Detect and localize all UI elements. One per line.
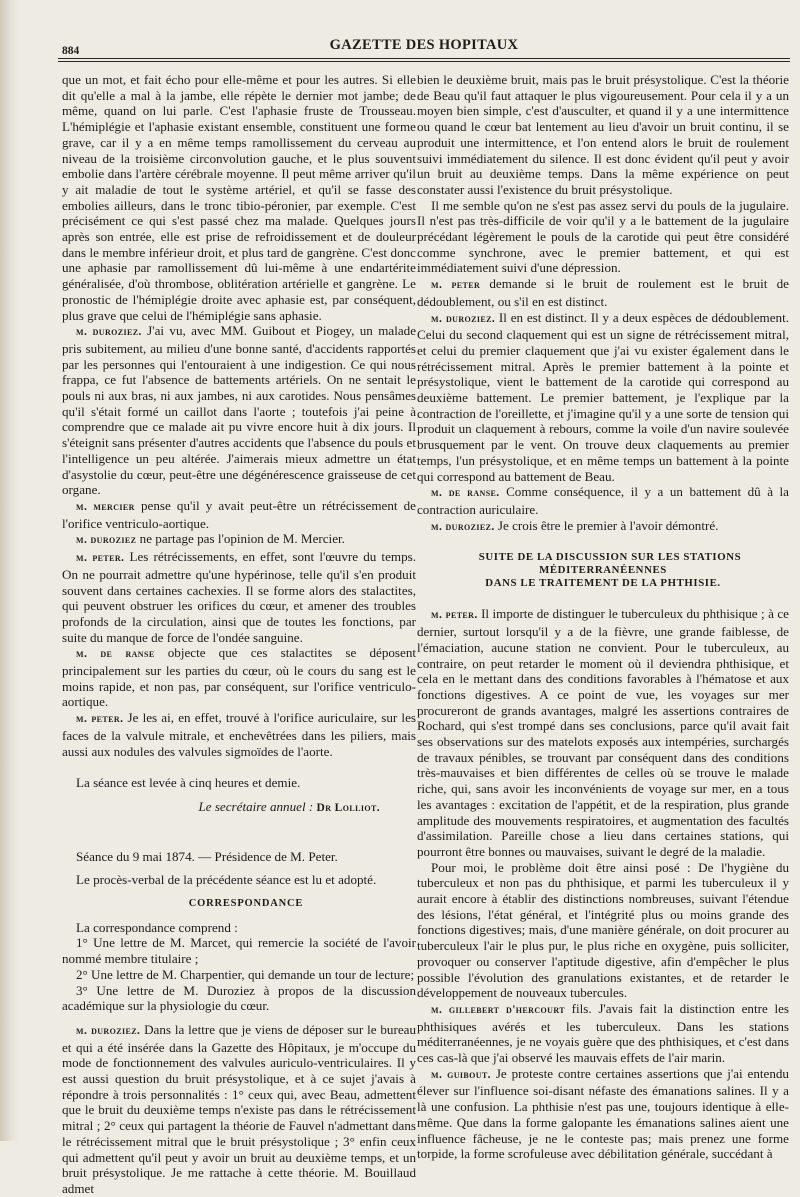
correspondence-heading: CORRESPONDANCE bbox=[188, 898, 304, 910]
speaker-name: m. duroziez. bbox=[76, 1024, 141, 1037]
paragraph-text: Il en est distinct. Il y a deux espèces de dédoublement. Celui du second claquement qui est un signe de rétrécissement mitral, et celui du premier claquement que j'ai vu exister également dans le rétrécissement mitral. Après le premier battement à la pointe et présystolique, vient le battement de la carotide qui correspond au deuxième battement. Le premier battement, je l'explique par la contraction de l'oreillette, et j'imagine qu'il y a une sorte de tension qui produit un claquement à rebours, comme la voile d'un navire soulevée brusquement par le vent. On trouve deux claquements au premier temps, l'un présystolique, et en même temps un battement à la pointe qui correspond au battement de Beau. bbox=[417, 309, 789, 484]
list-item: 3° Une lettre de M. Duroziez à propos de la discussion académique sur la physiologie du cœur. bbox=[62, 982, 416, 1014]
paragraph bbox=[417, 310, 789, 485]
paragraph-text: Je crois être le premier à l'avoir démontré. bbox=[494, 517, 719, 533]
paragraph-text: Les rétrécissements, en effet, sont l'œuvre du temps. On ne pourrait admettre qu'une hypérinose, telle qu'il s'en produit souvent dans certaines cachexies. Il se forme alors des stalactites, qui peuvent obstruer les orifices du cœur, et amener des troubles profonds de la circulation, ainsi que de toutes les fonctions, par suite du manque de force de l'ondée sanguine. bbox=[62, 549, 416, 645]
paragraph-text: objecte que ces stalactites se déposent principalement sur les parties du cœur, où le cours du sang est le moins rapide, et non pas, par conséquent, sur l'orifice ventriculo-aortique. bbox=[62, 645, 416, 710]
signature-name: Dr Lolliot. bbox=[316, 801, 380, 814]
left-column bbox=[62, 72, 416, 1197]
paragraph bbox=[62, 549, 416, 645]
paragraph-text: ne partage pas l'opinion de M. Mercier. bbox=[136, 531, 345, 547]
header-rule bbox=[58, 58, 790, 59]
paragraph: que un mot, et fait écho pour elle-même et pour les autres. Si elle dit qu'elle a mal à la jambe, elle répète le dernier mot jambe; de même, quand on lui parle. C'est l'aphasie fruste de Trousseau. L'hémiplégie et l'aphasie existant ensemble, constituent une forme grave, car il y a en même temps ramollissement du cerveau au niveau de la troisième circonvolution gauche, et le plus souvent embolie dans l'artère cérébrale moyenne. Il peut même arriver qu'il y ait maladie de tout le système artériel, et qu'il se fasse des embolies ailleurs, dans le tronc tibio-péronier, par exemple. C'est précisément ce qui s'est passé chez ma malade. Quelques jours après son entrée, elle est prise de refroidissement et de douleur dans le membre inférieur droit, et plus tard de gangrène. C'est donc une aphasie par ramollissement dû lui-même à une endartérite généralisée, d'où thrombose, oblitération artérielle et gangrène. Le pronostic de l'hémiplégie droite avec aphasie est, par conséquent, plus grave que celui de l'hémiplégie sans aphasie. bbox=[62, 72, 416, 323]
paragraph: La correspondance comprend : bbox=[76, 919, 238, 935]
signature-label: Le secrétaire annuel : bbox=[198, 798, 317, 814]
paragraph bbox=[417, 1066, 789, 1162]
speaker-name: m. duroziez. bbox=[76, 326, 142, 339]
page-binding-edge bbox=[0, 0, 18, 1141]
speaker-name: m. duroziez. bbox=[431, 520, 495, 533]
paragraph-text: Je proteste contre certaines assertions que j'ai entendu élever sur l'influence soi-disant néfaste des émanations salines. Il y a là une confusion. La phthisie n'est pas une, toujours identique à elle-même. Que dans la forme galopante les émanations salines aient une influence fâcheuse, je ne le conteste pas; mais prenez une forme torpide, la forme scrofuleuse avec débilitation générale, succédant à bbox=[417, 1065, 789, 1162]
speaker-name: m. peter. bbox=[431, 609, 478, 622]
paragraph bbox=[62, 645, 416, 710]
section-title-line: DANS LE TRAITEMENT DE LA PHTHISIE. bbox=[485, 577, 721, 590]
section-title bbox=[417, 551, 789, 590]
speaker-name: m. de ranse bbox=[76, 648, 155, 661]
closing-line: La séance est levée à cinq heures et demie. bbox=[76, 775, 301, 791]
signature bbox=[62, 799, 416, 817]
paragraph-text: Comme conséquence, il y a un battement dû à la contraction auriculaire. bbox=[417, 484, 789, 517]
paragraph: Le procès-verbal de la précédente séance est lu et adopté. bbox=[76, 872, 377, 888]
paragraph bbox=[62, 498, 416, 531]
paragraph bbox=[62, 323, 416, 498]
right-column bbox=[417, 72, 789, 1162]
paragraph-text: J'ai vu, avec MM. Guibout et Piogey, un malade pris subitement, au milieu d'une bonne santé, d'accidents rapportés par les personnes qui l'entouraient à une indigestion. Ce qui nous frappa, ce fut l'absence de battements artériels. On ne sentait le pouls ni aux bras, ni aux jambes, ni aux carotides. Nous pensâmes qu'il s'était formé un caillot dans l'aorte ; toutefois j'ai peine à comprendre que ce malade ait pu vivre encore huit à dix jours. Il s'éteignit sans présenter d'autres accidents que l'absence du pouls et l'intelligence un peu altérée. J'aimerais mieux admettre un état d'asystolie du cœur, peut-être une dégénérescence graisseuse de cet organe. bbox=[62, 323, 416, 498]
paragraph: Il me semble qu'on ne s'est pas assez servi du pouls de la jugulaire. Il n'est pas très-difficile de voir qu'il y a le battement de la jugulaire précédant légèrement le pouls de la carotide qui peut être considéré comme synchrone, avec le premier battement, et qui est immédiatement suivi d'une dépression. bbox=[417, 197, 789, 276]
paragraph-text: Il importe de distinguer le tuberculeux du phthisique ; à ce dernier, surtout lorsqu'il y a de la fièvre, une grande faiblesse, de l'émaciation, aucune station ne convient. Pour le tuberculeux, au contraire, on peut retarder le moment où il deviendra phthisique, et cela en le mettant dans des conditions favorables à l'hématose et aux fonctions digestives. A ce point de vue, les voyages sur mer procureront de grands avantages, malgré les assertions contraires de Rochard, qui s'est trompé dans ses conclusions, parce qu'il avait fait ses observations sur des matelots exposés aux intempéries, surchargés de travaux pénibles, se trouvant par conséquent dans des conditions très-mauvaises et bien différentes de celles où se trouve le malade riche, qui, sans avoir les inconvénients de voyage sur mer, en a tous les avantages : excitation de l'appétit, et de la respiration, plus grande amplitude des mouvements respiratoires, et augmentation des facultés d'assimilation. Pareille chose a lieu dans certaines stations, qui pourront être bonnes ou mauvaises, suivant le degré de la maladie. bbox=[417, 606, 789, 859]
paragraph-text: Je les ai, en effet, trouvé à l'orifice auriculaire, sur les faces de la valvule mitrale, et enchevêtrées dans les piliers, mais aussi aux nodules des valvules sigmoïdes de l'aorte. bbox=[62, 710, 416, 759]
speaker-name: m. peter. bbox=[76, 552, 125, 565]
paragraph bbox=[417, 276, 789, 309]
paragraph bbox=[417, 518, 789, 536]
paragraph-text: pense qu'il y avait peut-être un rétrécissement de l'orifice ventriculo-aortique. bbox=[62, 497, 416, 531]
paragraph bbox=[62, 710, 416, 759]
paragraph bbox=[417, 1001, 789, 1066]
running-head: GAZETTE DES HOPITAUX bbox=[329, 37, 519, 53]
list-item: 1° Une lettre de M. Marcet, qui remercie la société de l'avoir nommé membre titulaire ; bbox=[62, 935, 416, 967]
paragraph bbox=[62, 531, 416, 549]
session-heading: Séance du 9 mai 1874. — Présidence de M. Peter. bbox=[76, 848, 338, 864]
paragraph bbox=[417, 484, 789, 517]
speaker-name: m. peter bbox=[431, 279, 481, 292]
speaker-name: m. de ranse. bbox=[431, 487, 500, 500]
speaker-name: m. peter. bbox=[76, 713, 124, 726]
speaker-name: m. gillebert d'hercourt bbox=[431, 1003, 565, 1016]
speaker-name: m. duroziez bbox=[76, 534, 137, 547]
paragraph-text: demande si le bruit de roulement est le bruit de dédoublement, ou s'il en est distinct. bbox=[417, 276, 789, 309]
paragraph-text: fils. J'avais fait la distinction entre les phthisiques avérés et les tuberculeux. Dans les stations méditerranéennes, je ne voyais guère que des phthisiques, et c'est dans ces cas-là que j'ai observé les mauvais effets de l'air marin. bbox=[417, 1000, 789, 1066]
paragraph: bien le deuxième bruit, mais pas le bruit présystolique. C'est la théorie de Beau qu'il faut attaquer le plus vigoureusement. Pour cela il y a un moyen bien simple, c'est d'ausculter, et quand il y a une intermittence ou quand le cœur bat lentement au lieu d'avoir un bruit continu, il se produit une intermittence, et l'on entend alors le bruit de roulement suivi immédiatement du silence. Il est donc évident qu'il peut y avoir un bruit au deuxième temps. Dans la même expérience on peut constater aussi l'existence du bruit présystolique. bbox=[417, 72, 789, 197]
header-rule bbox=[58, 61, 790, 62]
paragraph bbox=[62, 1022, 416, 1197]
speaker-name: m. duroziez. bbox=[431, 312, 496, 325]
list-item: 2° Une lettre de M. Charpentier, qui demande un tour de lecture; bbox=[76, 966, 415, 982]
speaker-name: m. guibout. bbox=[431, 1068, 491, 1081]
page-header bbox=[58, 33, 790, 63]
paragraph: Pour moi, le problème doit être ainsi posé : De l'hygiène du tuberculeux et non pas du phthisique, et parmi les tuberculeux il y aurait encore à établir des distinctions nombreuses, suivant l'étendue des lésions, l'état général, et l'intégrité plus ou moins grande des fonctions digestives; mais, d'une manière générale, on doit procurer au tuberculeux l'air le plus pur, le plus riche en oxygène, puis solliciter, provoquer ou conserver l'aptitude digestive, afin d'empêcher le plus possible l'évolution des granulations existantes, et de retarder le développement de nouveaux tubercules. bbox=[417, 859, 789, 1001]
page-number: 884 bbox=[62, 45, 80, 57]
speaker-name: m. mercier bbox=[76, 500, 135, 513]
paragraph bbox=[417, 606, 789, 859]
paragraph-text: Dans la lettre que je viens de déposer sur le bureau et qui a été insérée dans la Gazette des Hôpitaux, je m'occupe du mode de fonctionnement des valvules auriculo-ventriculaires. Il y est aussi question du bruit présystolique, et à ce sujet j'avais à répondre à trois personnalités : 1° ceux qui, avec Beau, admettent que le bruit du deuxième temps n'existe pas dans le rétrécissement mitral ; 2° ceux qui partagent la théorie de Fauvel n'admettant dans le rétrécissement mitral que le bruit présystolique ; 3° enfin ceux qui admettent qu'il peut y avoir un bruit au deuxième temps, et un bruit présystolique. Je me rattache à cette théorie. M. Bouillaud admet bbox=[62, 1021, 416, 1196]
section-title-line: SUITE DE LA DISCUSSION SUR LES STATIONS MÉDITERRANÉENNES bbox=[478, 551, 742, 577]
